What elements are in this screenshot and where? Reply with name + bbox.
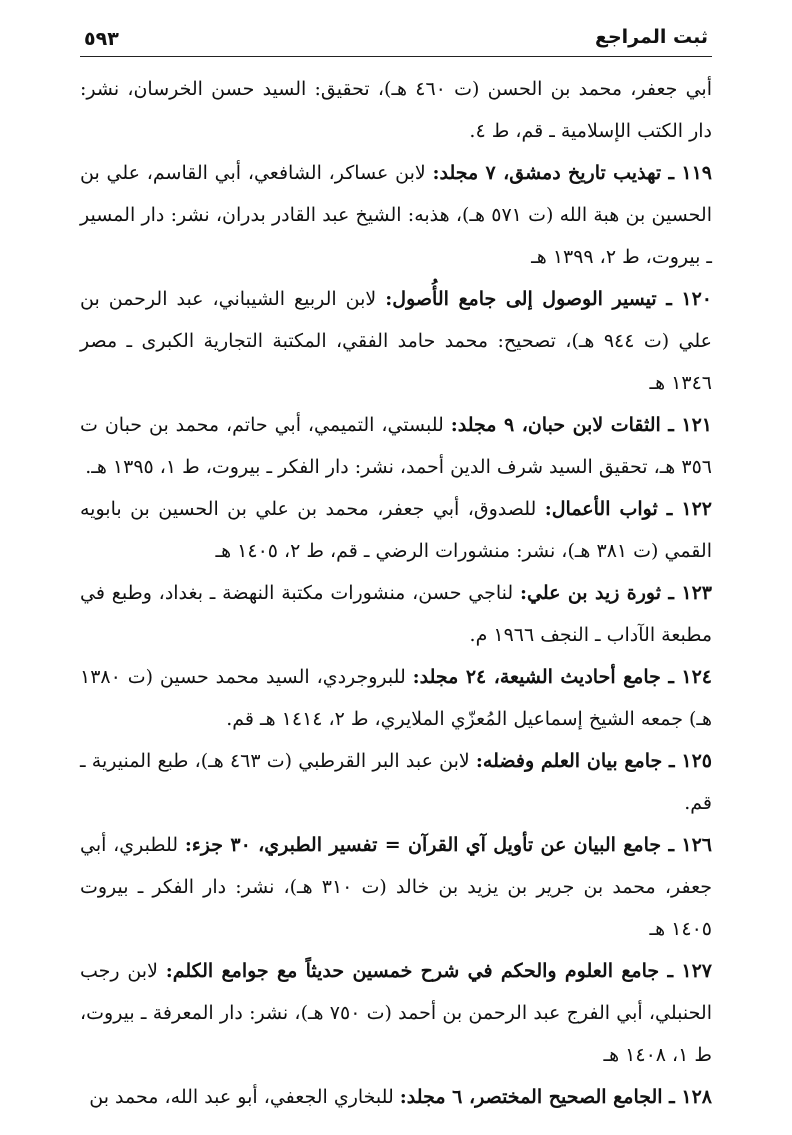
entry-text: لابن الربيع الشيباني، عبد الرحمن بن علي (ت ٩٤٤ هـ)، تصحيح: محمد حامد الفقي، المكتبة التجارية الكبرى ـ مصر ١٣٤٦ هـ: [80, 288, 713, 394]
entry-text: للطبري، أبي جعفر، محمد بن جرير بن يزيد بن خالد (ت ٣١٠ هـ)، نشر: دار الفكر ـ بيروت ١٤٠٥ هـ: [80, 834, 713, 940]
entry-text: لابن عبد البر القرطبي (ت ٤٦٣ هـ)، طبع المنيرية ـ قم.: [80, 750, 712, 814]
reference-entry-122: [80, 488, 712, 572]
entry-text: لناجي حسن، منشورات مكتبة النهضة ـ بغداد، وطبع في مطبعة الآداب ـ النجف ١٩٦٦ م.: [80, 582, 712, 646]
page-number: ٥٩٣: [84, 28, 119, 50]
reference-entry-120: [80, 278, 712, 404]
entry-text: للصدوق، أبي جعفر، محمد بن علي بن الحسين بن بابويه القمي (ت ٣٨١ هـ)، نشر: منشورات الرضي ـ قم، ط ٢، ١٤٠٥ هـ: [80, 498, 712, 562]
entry-text: للبستي، التميمي، أبي حاتم، محمد بن حبان ت ٣٥٦ هـ، تحقيق السيد شرف الدين أحمد، نشر: دار الفكر ـ بيروت، ط ١، ١٣٩٥ هـ.: [80, 414, 712, 478]
references-list: [80, 68, 712, 1118]
reference-entry-continuation: [80, 68, 712, 152]
entry-text: لابن رجب الحنبلي، أبي الفرج عبد الرحمن بن أحمد (ت ٧٥٠ هـ)، نشر: دار المعرفة ـ بيروت، ط ١، ١٤٠٨ هـ: [80, 960, 712, 1066]
entry-title: ١٢٠ ـ تيسير الوصول إلى جامع الأُصول:: [385, 288, 712, 310]
entry-title: ١٢٢ ـ ثواب الأعمال:: [544, 498, 712, 520]
running-title: ثبت المراجع: [594, 26, 708, 48]
reference-entry-125: [80, 740, 712, 824]
entry-title: ١٢٧ ـ جامع العلوم والحكم في شرح خمسين حديثاً مع جوامع الكلم:: [165, 960, 712, 982]
reference-entry-119: [80, 152, 712, 278]
entry-text: للبخاري الجعفي، أبو عبد الله، محمد بن: [89, 1086, 400, 1108]
entry-text: للبروجردي، السيد محمد حسين (ت ١٣٨٠ هـ) جمعه الشيخ إسماعيل المُعزّي الملايري، ط ٢، ١٤١٤ هـ قم.: [80, 666, 712, 730]
reference-entry-126: [80, 824, 712, 950]
reference-entry-121: [80, 404, 712, 488]
entry-title: ١١٩ ـ تهذيب تاريخ دمشق، ٧ مجلد:: [432, 162, 712, 184]
entry-title: ١٢٦ ـ جامع البيان عن تأويل آي القرآن = تفسير الطبري، ٣٠ جزء:: [184, 834, 712, 856]
page-header: [80, 22, 712, 57]
reference-entry-124: [80, 656, 712, 740]
entry-text: أبي جعفر، محمد بن الحسن (ت ٤٦٠ هـ)، تحقيق: السيد حسن الخرسان، نشر: دار الكتب الإسلامية ـ قم، ط ٤.: [80, 78, 712, 142]
reference-entry-128: [80, 1076, 712, 1118]
entry-title: ١٢٣ ـ ثورة زيد بن علي:: [519, 582, 713, 604]
reference-entry-123: [80, 572, 712, 656]
entry-title: ١٢٤ ـ جامع أحاديث الشيعة، ٢٤ مجلد:: [412, 666, 713, 688]
entry-title: ١٢٥ ـ جامع بيان العلم وفضله:: [475, 750, 712, 772]
reference-entry-127: [80, 950, 712, 1076]
entry-title: ١٢٨ ـ الجامع الصحيح المختصر، ٦ مجلد:: [399, 1086, 712, 1108]
entry-text: لابن عساكر، الشافعي، أبي القاسم، علي بن الحسين بن هبة الله (ت ٥٧١ هـ)، هذبه: الشيخ عبد القادر بدران، نشر: دار المسير ـ بيروت، ط ٢، ١٣٩٩ هـ: [80, 162, 712, 268]
entry-title: ١٢١ ـ الثقات لابن حبان، ٩ مجلد:: [450, 414, 713, 436]
